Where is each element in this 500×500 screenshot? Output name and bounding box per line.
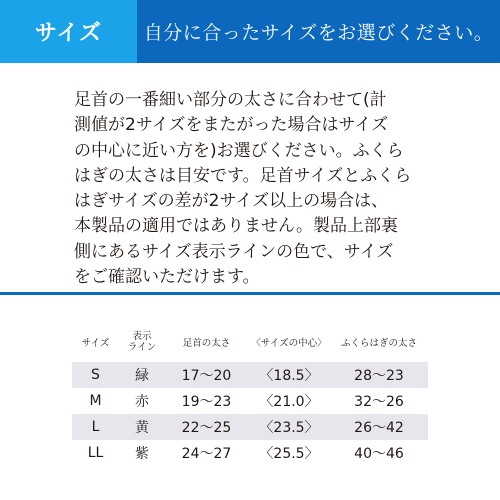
cell-ankle: 22〜25 (181, 420, 232, 436)
header-subtitle: 自分に合ったサイズをお選びください。 (143, 22, 494, 44)
header-display-line-top: 表示 (132, 331, 152, 342)
cell-center: 〈23.5〉 (259, 420, 319, 436)
cell-calf: 26〜42 (354, 420, 404, 436)
cell-size: L (91, 419, 100, 435)
cell-calf: 40〜46 (354, 446, 404, 462)
cell-size: M (89, 393, 102, 409)
description-line: の中心に近い方を)お選びください。ふくら (74, 140, 404, 161)
cell-size: LL (87, 445, 104, 461)
description-line: をご確認いただけます。 (74, 267, 260, 288)
cell-center: 〈21.0〉 (259, 394, 319, 410)
size-tab-label: サイズ (0, 0, 137, 63)
cell-calf: 32〜26 (354, 394, 404, 410)
cell-line-color: 緑 (135, 368, 149, 384)
header-ankle: 足首の太さ (182, 338, 231, 349)
header-display-line-bottom: ライン (127, 342, 157, 353)
description-line: 測値が2サイズをまたがった場合はサイズ (74, 115, 389, 136)
description-line: 側にあるサイズ表示ラインの色で、サイズ (74, 241, 394, 262)
description-line: はぎサイズの差が2サイズ以上の場合は、 (74, 191, 389, 212)
table-row (72, 440, 428, 466)
cell-size: S (91, 367, 100, 383)
cell-ankle: 24〜27 (181, 446, 232, 462)
table-row (72, 388, 428, 414)
description-line: 足首の一番細い部分の太さに合わせて(計 (74, 90, 387, 110)
header-size: サイズ (81, 338, 110, 349)
size-description (74, 88, 434, 290)
cell-center: 〈18.5〉 (259, 368, 319, 384)
section-divider (0, 292, 500, 295)
cell-ankle: 19〜23 (181, 394, 232, 410)
header-calf: ふくらはぎの太さ (340, 338, 417, 349)
header-display-line (119, 322, 165, 362)
table-header-row (72, 322, 428, 362)
table-row (72, 362, 428, 388)
description-line: 本製品の適用ではありません。製品上部裏 (74, 216, 399, 237)
cell-center: 〈25.5〉 (259, 446, 319, 462)
cell-calf: 28〜23 (354, 368, 404, 384)
size-table (72, 322, 428, 466)
cell-line-color: 黄 (135, 420, 149, 436)
cell-line-color: 紫 (135, 446, 149, 462)
header-bar (0, 0, 500, 63)
cell-ankle: 17〜20 (181, 368, 232, 384)
header-center: 〈サイズの中心〉 (251, 338, 327, 349)
description-line: はぎの太さは目安です。足首サイズとふくら (74, 165, 412, 186)
table-row (72, 414, 428, 440)
cell-line-color: 赤 (135, 394, 149, 410)
